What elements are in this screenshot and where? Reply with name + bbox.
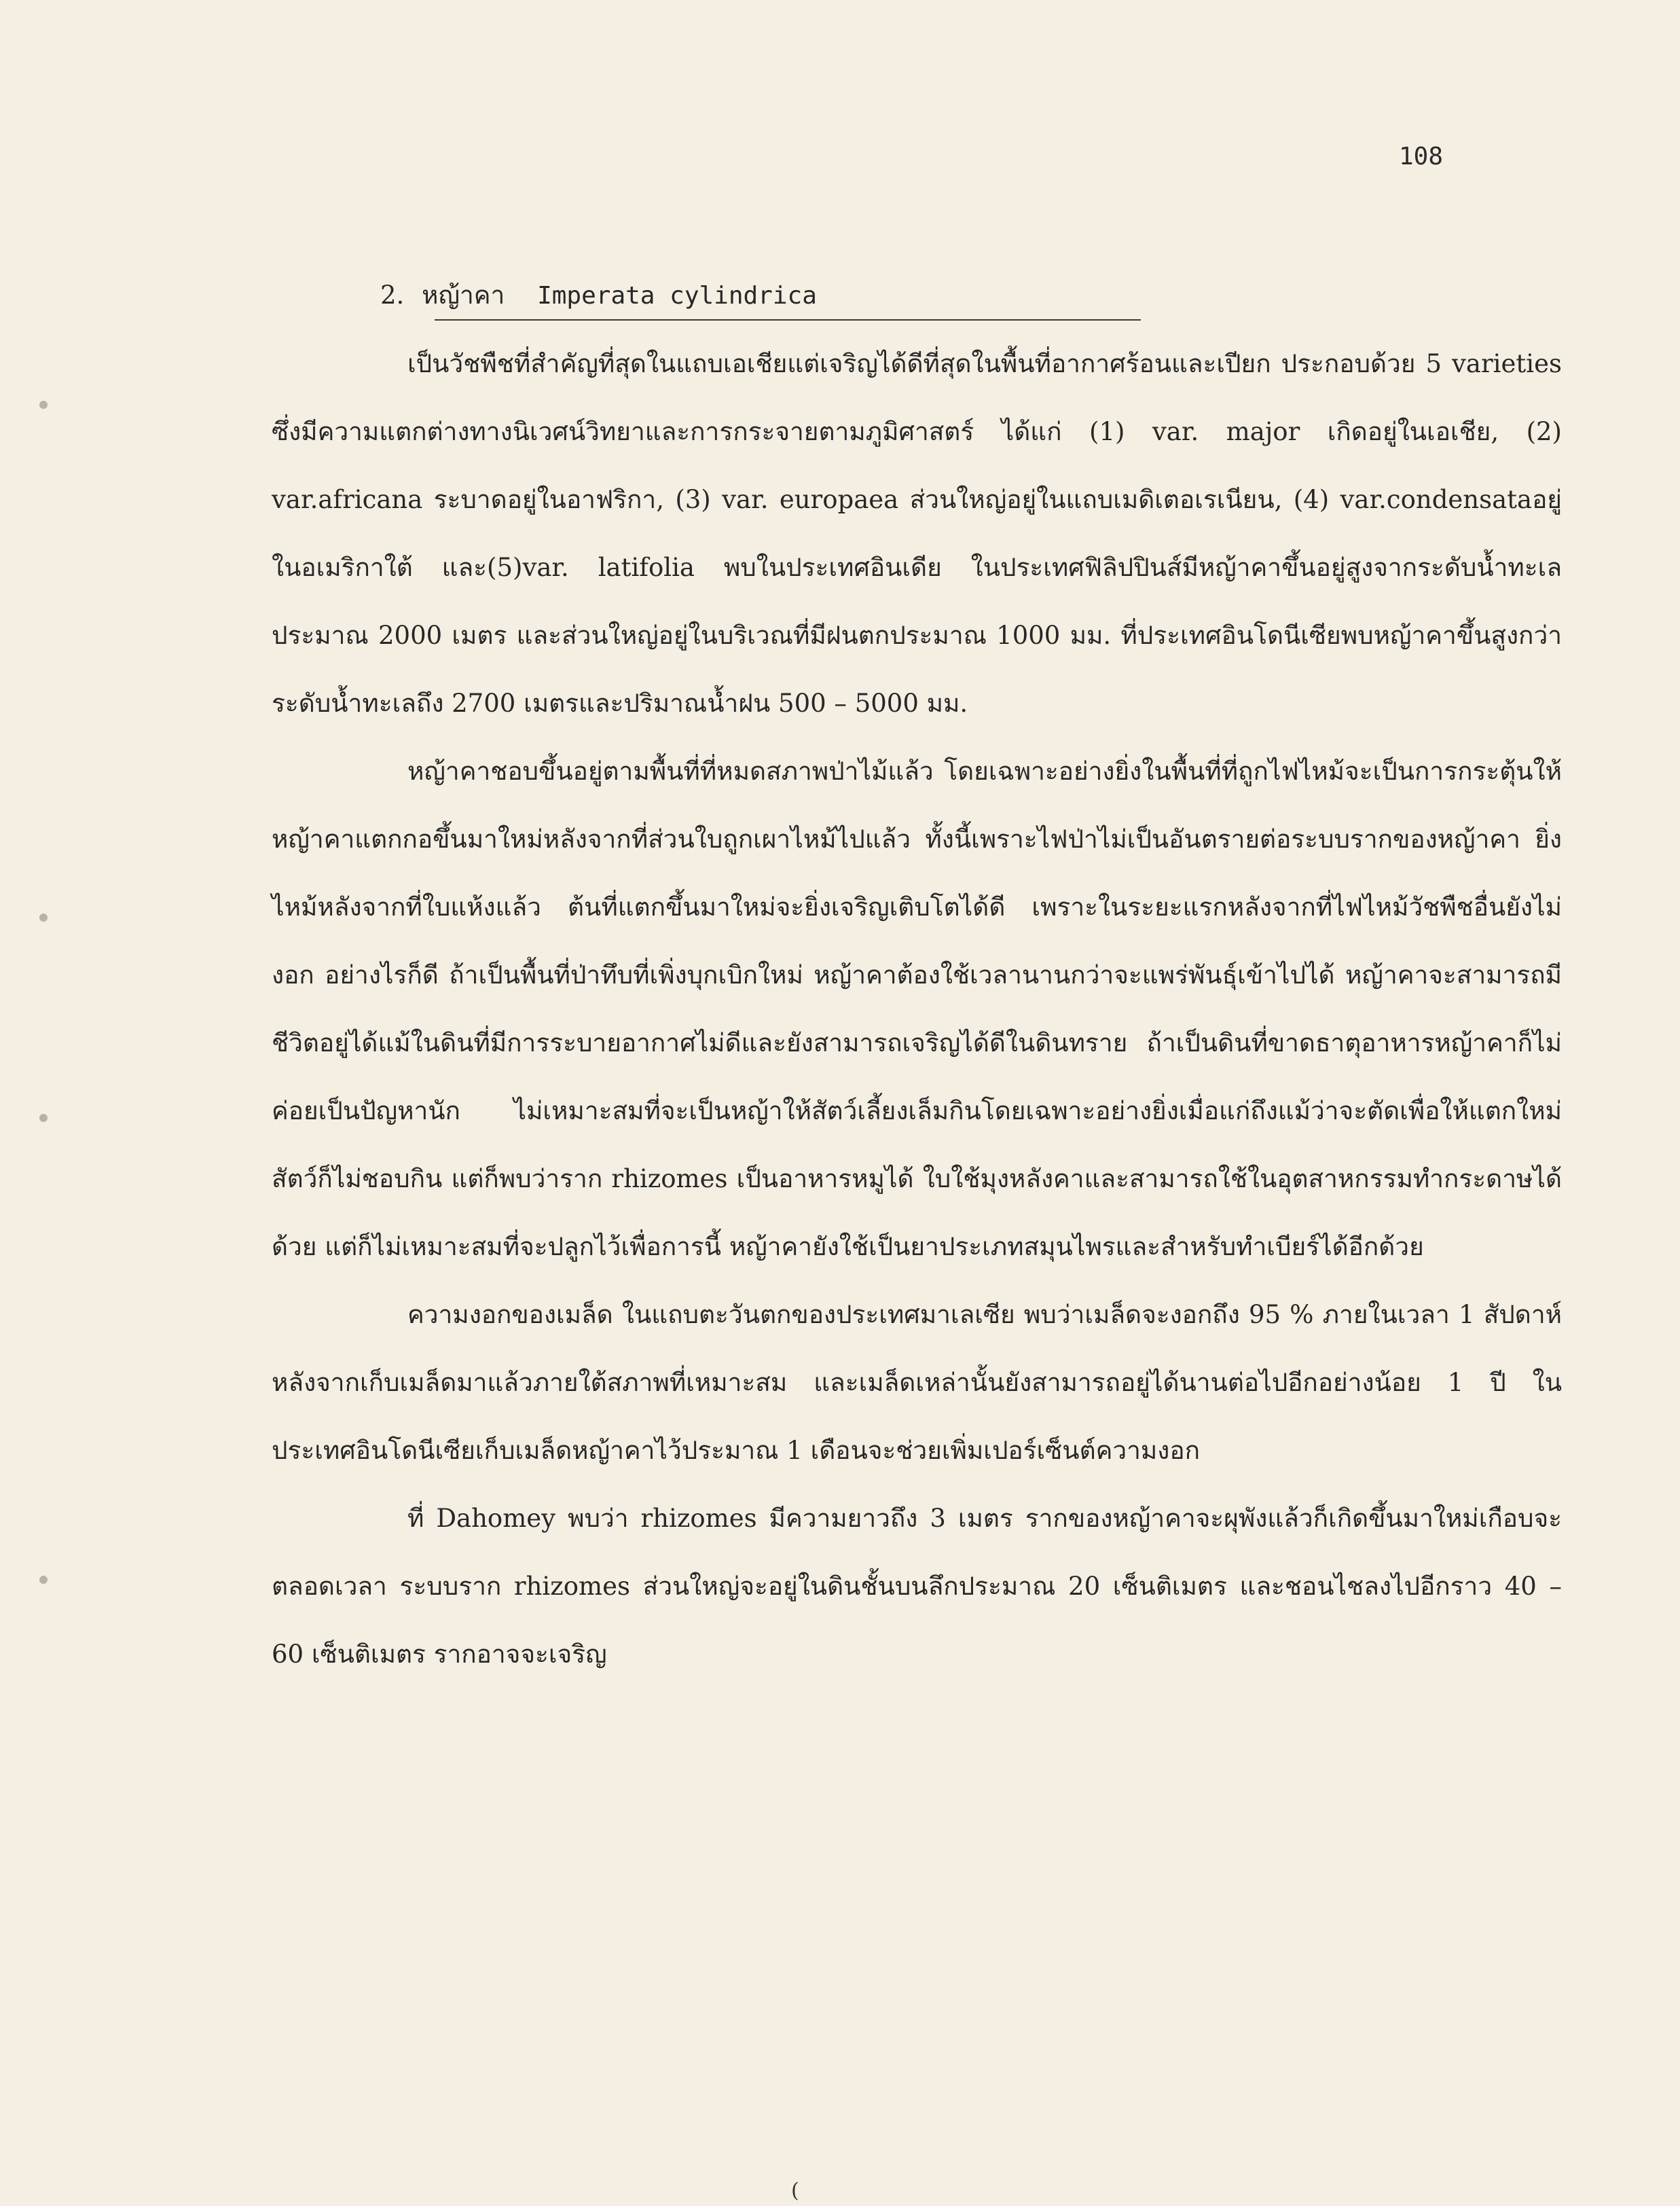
punch-hole-mark [39,914,48,922]
paragraph-distribution: เป็นวัชพืชที่สำคัญที่สุดในแถบเอเชียแต่เจริญได้ดีที่สุดในพื้นที่อากาศร้อนและเปียก ประกอบด้วย 5 varieties ซึ่งมีความแตกต่างทางนิเวศน์วิทยาและการกระจายตามภูมิศาสตร์ ได้แก่ (1) var. major เกิดอยู่ในเอเชีย, (2) var.africana ระบาดอยู่ในอาฟริกา, (3) var. europaea ส่วนใหญ่อยู่ในแถบเมดิเตอเรเนียน, (4) var.condensataอยู่ในอเมริกาใต้ และ(5)var. latifolia พบในประเทศอินเดีย ในประเทศฟิลิปปินส์มีหญ้าคาขึ้นอยู่สูงจากระดับน้ำทะเลประมาณ 2000 เมตร และส่วนใหญ่อยู่ในบริเวณที่มีฝนตกประมาณ 1000 มม. ที่ประเทศอินโดนีเซียพบหญ้าคาขึ้นสูงกว่าระดับน้ำทะเลถึง 2700 เมตรและปริมาณน้ำฝน 500 – 5000 มม. [272,349,1562,718]
punch-hole-mark [39,1114,48,1122]
section-thai-name: หญ้าคา [422,281,505,310]
punch-hole-mark [39,1576,48,1584]
paragraph-rhizomes: ที่ Dahomey พบว่า rhizomes มีความยาวถึง 3 เมตร รากของหญ้าคาจะผุพังแล้วก็เกิดขึ้นมาใหม่เกือบจะตลอดเวลา ระบบราก rhizomes ส่วนใหญ่จะอยู่ในดินชั้นบนลึกประมาณ 20 เซ็นติเมตร และชอนไชลงไปอีกราว 40 – 60 เซ็นติเมตร รากอาจจะเจริญ [272,1504,1562,1669]
paragraph-germination: ความงอกของเมล็ด ในแถบตะวันตกของประเทศมาเลเซีย พบว่าเมล็ดจะงอกถึง 95 % ภายในเวลา 1 สัปดาห์หลังจากเก็บเมล็ดมาแล้วภายใต้สภาพที่เหมาะสม และเมล็ดเหล่านั้นยังสามารถอยู่ได้นานต่อไปอีกอย่างน้อย 1 ปี ในประเทศอินโดนีเซียเก็บเมล็ดหญ้าคาไว้ประมาณ 1 เดือนจะช่วยเพิ่มเปอร์เซ็นต์ความงอก [272,1300,1562,1465]
page-number: 108 [1399,143,1444,170]
punch-hole-mark [39,401,48,409]
section-scientific-name: Imperata cylindrica [537,282,817,310]
footer-mark: ( [791,2179,799,2203]
section-heading [380,261,1562,330]
section-number: 2. [380,281,405,310]
paragraph-habitat: หญ้าคาชอบขึ้นอยู่ตามพื้นที่ที่หมดสภาพป่าไม้แล้ว โดยเฉพาะอย่างยิ่งในพื้นที่ที่ถูกไฟไหม้จะเป็นการกระตุ้นให้หญ้าคาแตกกอขึ้นมาใหม่หลังจากที่ส่วนใบถูกเผาไหม้ไปแล้ว ทั้งนี้เพราะไฟป่าไม่เป็นอันตรายต่อระบบรากของหญ้าคา ยิ่งไหม้หลังจากที่ใบแห้งแล้ว ต้นที่แตกขึ้นมาใหม่จะยิ่งเจริญเติบโตได้ดี เพราะในระยะแรกหลังจากที่ไฟไหม้วัชพืชอื่นยังไม่งอก อย่างไรก็ดี ถ้าเป็นพื้นที่ป่าทึบที่เพิ่งบุกเบิกใหม่ หญ้าคาต้องใช้เวลานานกว่าจะแพร่พันธุ์เข้าไปได้ หญ้าคาจะสามารถมีชีวิตอยู่ได้แม้ในดินที่มีการระบายอากาศไม่ดีและยังสามารถเจริญได้ดีในดินทราย ถ้าเป็นดินที่ขาดธาตุอาหารหญ้าคาก็ไม่ค่อยเป็นปัญหานัก ไม่เหมาะสมที่จะเป็นหญ้าให้สัตว์เลี้ยงเล็มกินโดยเฉพาะอย่างยิ่งเมื่อแก่ถึงแม้ว่าจะตัดเพื่อให้แตกใหม่สัตว์ก็ไม่ชอบกิน แต่ก็พบว่าราก rhizomes เป็นอาหารหมูได้ ใบใช้มุงหลังคาและสามารถใช้ในอุตสาหกรรมทำกระดาษได้ด้วย แต่ก็ไม่เหมาะสมที่จะปลูกไว้เพื่อการนี้ หญ้าคายังใช้เป็นยาประเภทสมุนไพรและสำหรับทำเบียร์ได้อีกด้วย [272,757,1562,1261]
heading-underline [435,319,1141,321]
body-text [272,261,1562,1688]
